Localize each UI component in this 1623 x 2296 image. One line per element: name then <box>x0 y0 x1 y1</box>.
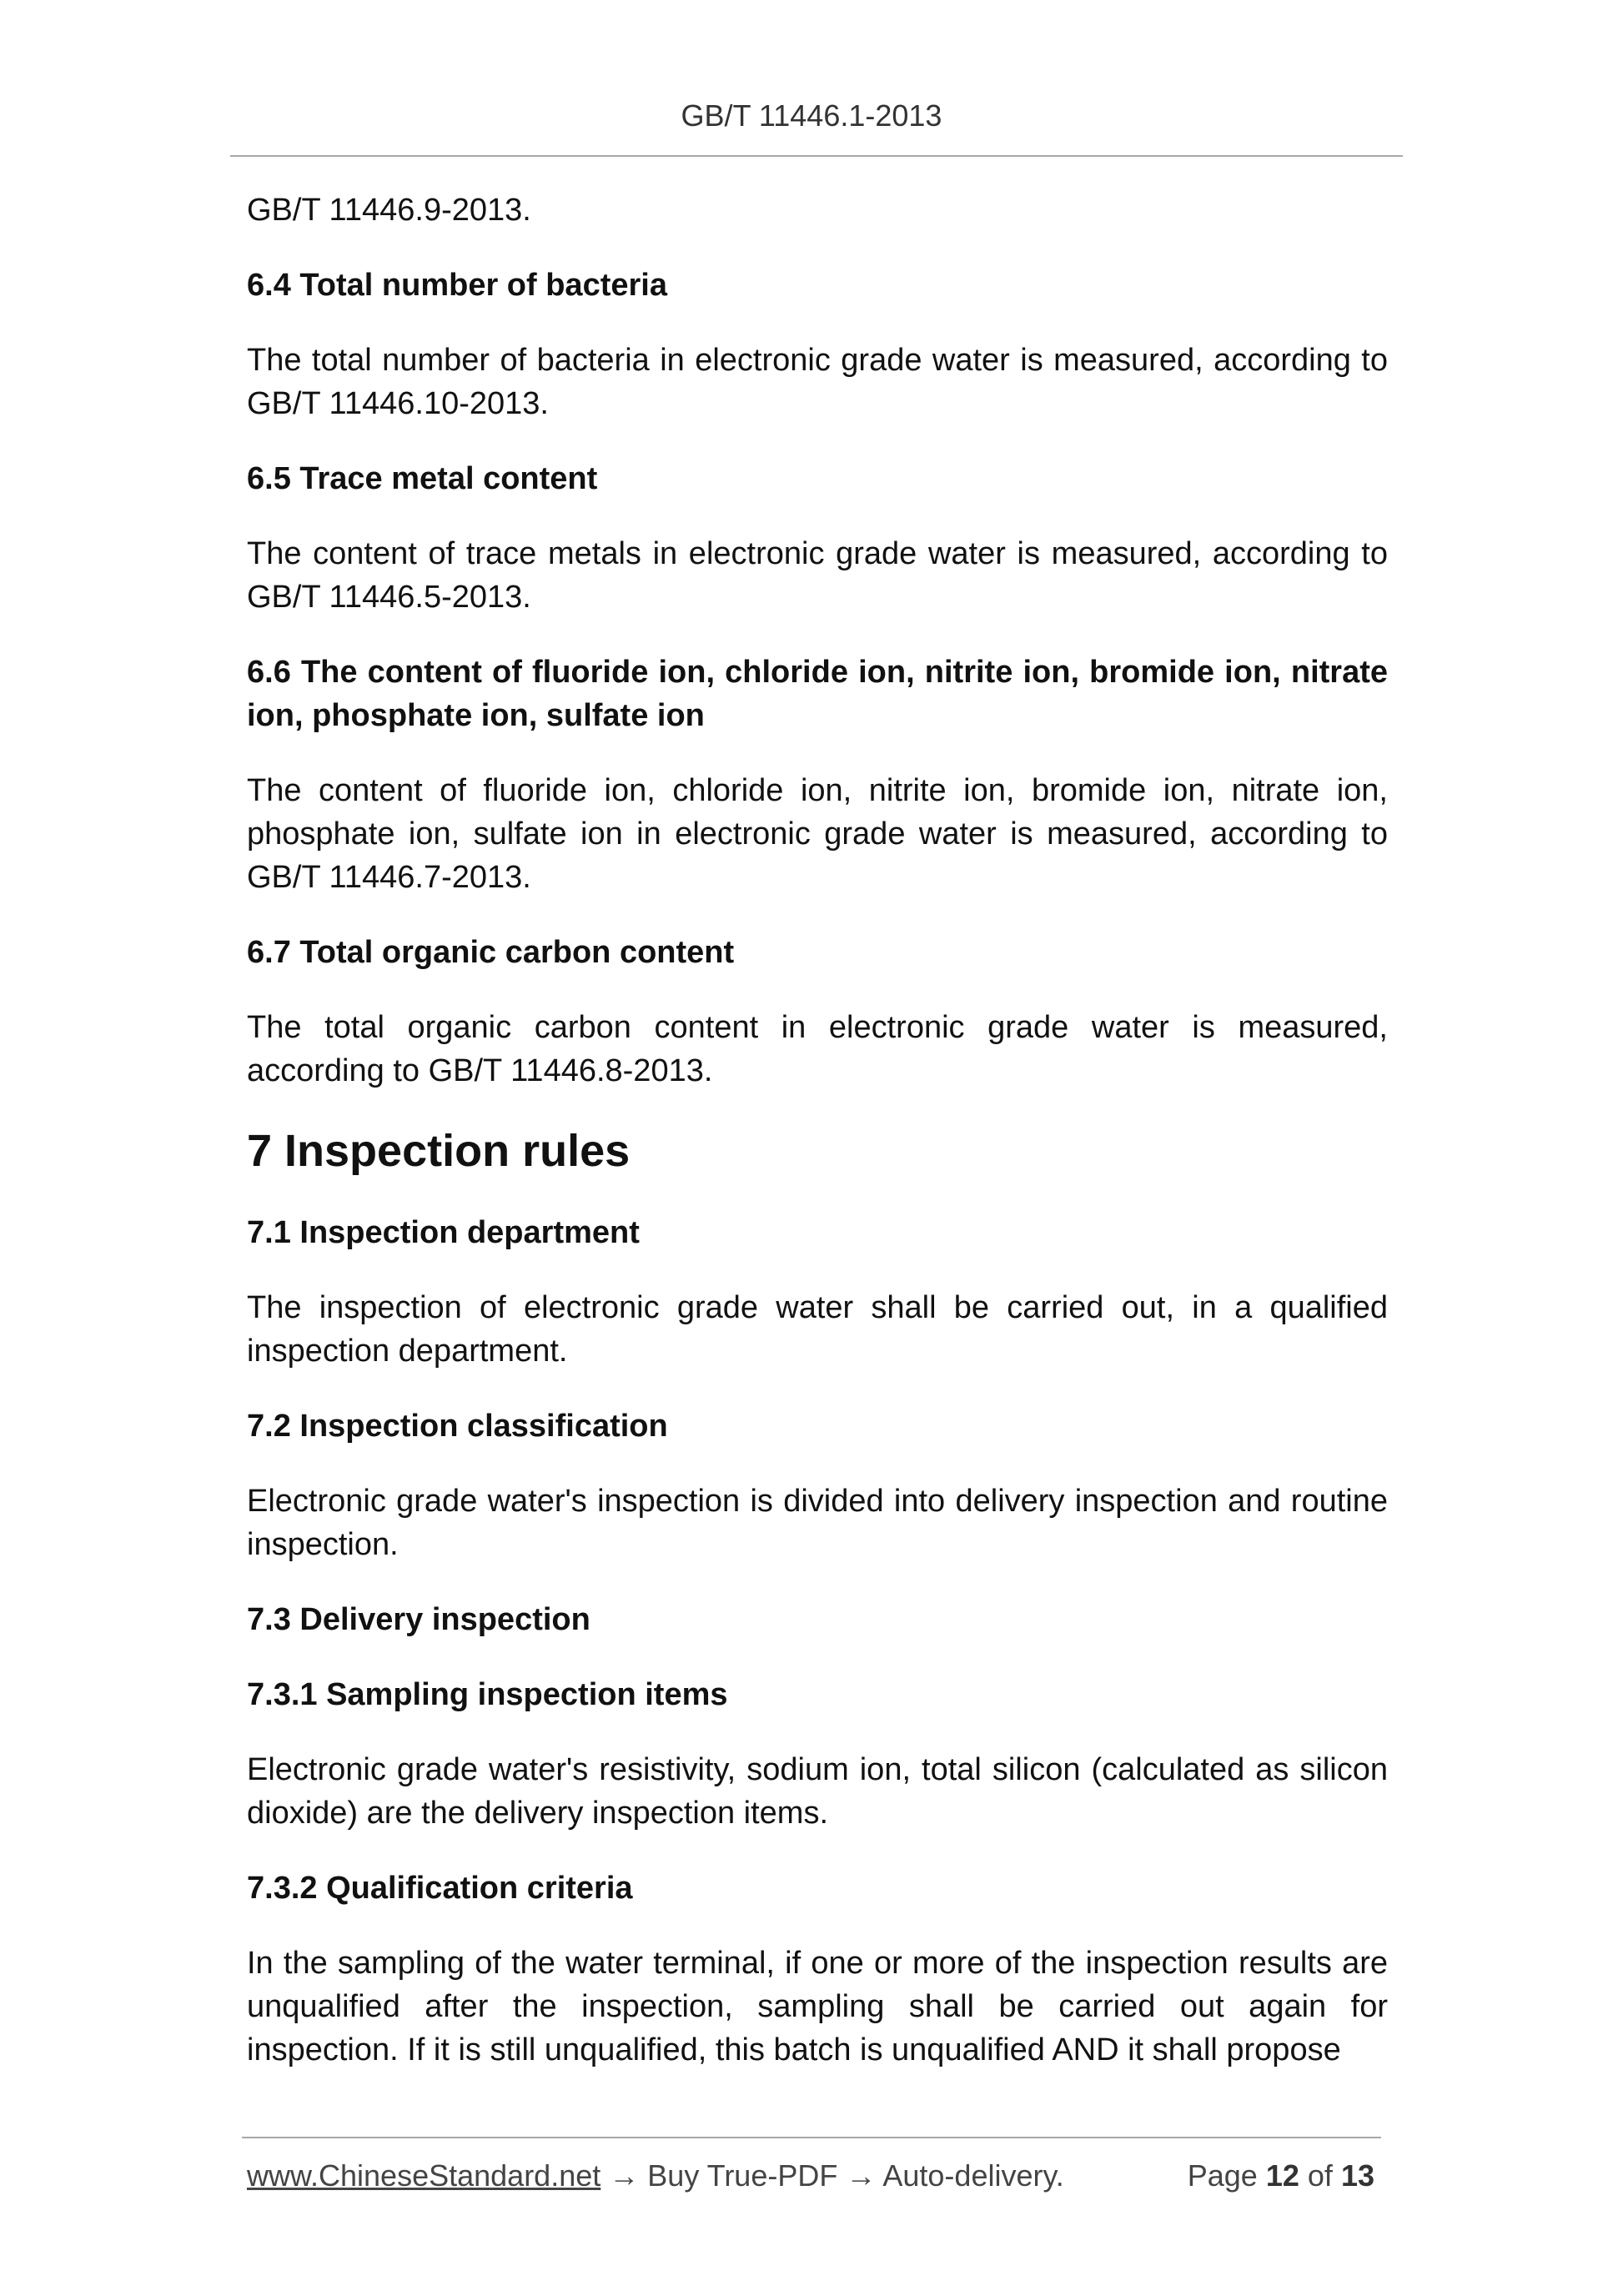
of-label: of <box>1307 2158 1333 2193</box>
heading-6-4: 6.4 Total number of bacteria <box>247 268 667 303</box>
footer-promo <box>247 2158 1064 2193</box>
paragraph-6-5: The content of trace metals in electronic grade water is measured, according to GB/T 11446.5-2013. <box>247 536 1388 615</box>
paragraph-7-1: The inspection of electronic grade water shall be carried out, in a qualified inspection department. <box>247 1290 1388 1369</box>
heading-6-5: 6.5 Trace metal content <box>247 461 598 496</box>
page-label: Page <box>1187 2158 1258 2193</box>
arrow-right-icon: → <box>609 2158 640 2193</box>
heading-7-3: 7.3 Delivery inspection <box>247 1602 590 1637</box>
heading-7-3-1: 7.3.1 Sampling inspection items <box>247 1677 728 1712</box>
paragraph-7-2: Electronic grade water's inspection is divided into delivery inspection and routine inspection. <box>247 1484 1388 1562</box>
paragraph-6-7: The total organic carbon content in electronic grade water is measured, according to GB/T 11446.8-2013. <box>247 1010 1388 1088</box>
buy-true-pdf-text: Buy True-PDF <box>647 2158 838 2193</box>
page-current: 12 <box>1265 2158 1299 2193</box>
arrow-right-icon: → <box>846 2158 877 2193</box>
paragraph-6-6: The content of fluoride ion, chloride ion, nitrite ion, bromide ion, nitrate ion, phosphate ion, sulfate ion in electronic grade water is measured, according to GB/T 11446.7-2013. <box>247 773 1388 895</box>
paragraph-7-3-1: Electronic grade water's resistivity, sodium ion, total silicon (calculated as silicon dioxide) are the delivery inspection items. <box>247 1752 1388 1831</box>
document-body <box>247 188 1388 2103</box>
page-number <box>1188 2158 1374 2193</box>
page-header-title: GB/T 11446.1-2013 <box>681 98 942 133</box>
heading-6-6: 6.6 The content of fluoride ion, chloride ion, nitrite ion, bromide ion, nitrate ion, phosphate ion, sulfate ion <box>247 655 1388 733</box>
paragraph-6-4: The total number of bacteria in electronic grade water is measured, according to GB/T 11446.10-2013. <box>247 343 1388 421</box>
heading-7-1: 7.1 Inspection department <box>247 1215 640 1250</box>
heading-7-3-2: 7.3.2 Qualification criteria <box>247 1871 633 1906</box>
chinesestandard-link[interactable]: www.ChineseStandard.net <box>247 2158 601 2193</box>
paragraph-ref-tail: GB/T 11446.9-2013. <box>247 193 531 228</box>
footer-divider <box>242 2137 1381 2138</box>
header-divider <box>230 155 1403 157</box>
page-total: 13 <box>1340 2158 1374 2193</box>
auto-delivery-text: Auto-delivery. <box>882 2158 1064 2193</box>
paragraph-7-3-2: In the sampling of the water terminal, if one or more of the inspection results are unqualified after the inspection, sampling shall be carried out again for inspection. If it is still unqualified, this batch is unqualified AND it shall propose <box>247 1946 1388 2067</box>
section-heading-7: 7 Inspection rules <box>247 1126 631 1176</box>
heading-6-7: 6.7 Total organic carbon content <box>247 935 735 970</box>
heading-7-2: 7.2 Inspection classification <box>247 1409 668 1444</box>
page-footer <box>247 2158 1374 2193</box>
